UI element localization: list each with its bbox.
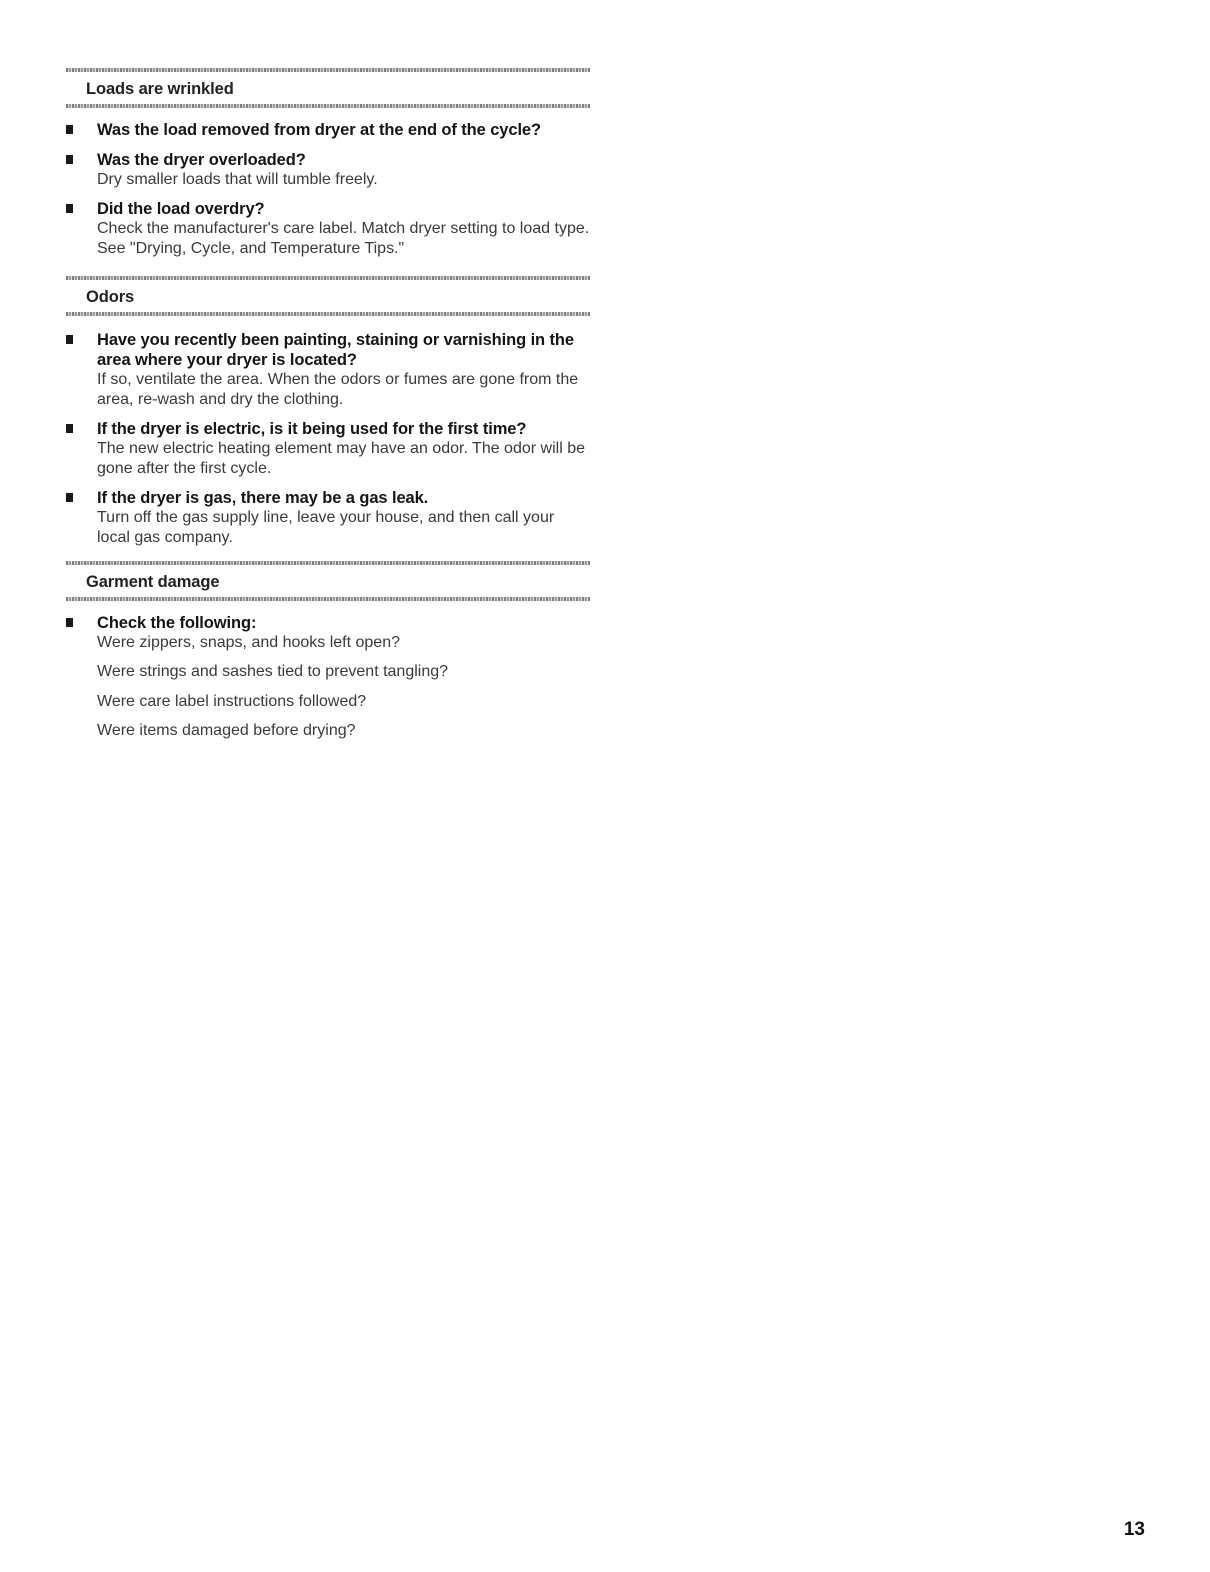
item-question: Was the load removed from dryer at the end of the cycle?: [97, 121, 541, 139]
list-item: [66, 330, 590, 411]
list-item: [66, 150, 590, 191]
item-answer: The new electric heating element may have an odor. The odor will be gone after the first cycle.: [97, 439, 585, 477]
section-top-rule: [66, 276, 590, 280]
check-line: Were strings and sashes tied to prevent tangling?: [97, 663, 449, 680]
item-question: If the dryer is gas, there may be a gas leak.: [97, 488, 429, 507]
item-answer: Dry smaller loads that will tumble freely.: [97, 171, 378, 188]
square-bullet-icon: [66, 335, 73, 344]
section-top-rule: [66, 68, 590, 72]
item-answer: Check the manufacturer's care label. Match dryer setting to load type. See "Drying, Cycle, and Temperature Tips.": [97, 219, 590, 257]
check-line: Were care label instructions followed?: [97, 692, 367, 710]
section-heading: Garment damage: [86, 572, 220, 591]
item-question: Check the following:: [97, 613, 257, 632]
item-question: Did the load overdry?: [97, 199, 265, 218]
list-item: [66, 199, 590, 260]
section-bottom-rule: [66, 312, 590, 316]
list-item: [66, 120, 590, 140]
item-question: If the dryer is electric, is it being used for the first time?: [97, 419, 527, 438]
troubleshooting-column: [66, 68, 590, 751]
square-bullet-icon: [66, 204, 73, 213]
section-garment-damage: [66, 561, 590, 742]
square-bullet-icon: [66, 424, 73, 433]
square-bullet-icon: [66, 618, 73, 627]
list-item: [66, 613, 590, 742]
list-item: [66, 419, 590, 480]
section-heading: Loads are wrinkled: [86, 80, 234, 98]
item-question: Have you recently been painting, staining or varnishing in the area where your dryer is located?: [97, 330, 574, 369]
check-line: Were zippers, snaps, and hooks left open?: [97, 633, 400, 651]
item-answer: Turn off the gas supply line, leave your house, and then call your local gas company.: [97, 508, 555, 546]
section-bottom-rule: [66, 597, 590, 601]
item-answer: If so, ventilate the area. When the odors or fumes are gone from the area, re-wash and dry the clothing.: [97, 370, 579, 408]
square-bullet-icon: [66, 155, 73, 164]
section-loads-wrinkled: [66, 68, 590, 260]
section-heading: Odors: [86, 287, 135, 306]
page-number: 13: [1123, 1519, 1145, 1540]
item-question: Was the dryer overloaded?: [97, 151, 306, 169]
section-top-rule: [66, 561, 590, 565]
section-odors: [66, 276, 590, 549]
list-item: [66, 488, 590, 549]
square-bullet-icon: [66, 493, 73, 502]
square-bullet-icon: [66, 125, 73, 134]
check-line: Were items damaged before drying?: [97, 722, 356, 739]
section-bottom-rule: [66, 104, 590, 108]
